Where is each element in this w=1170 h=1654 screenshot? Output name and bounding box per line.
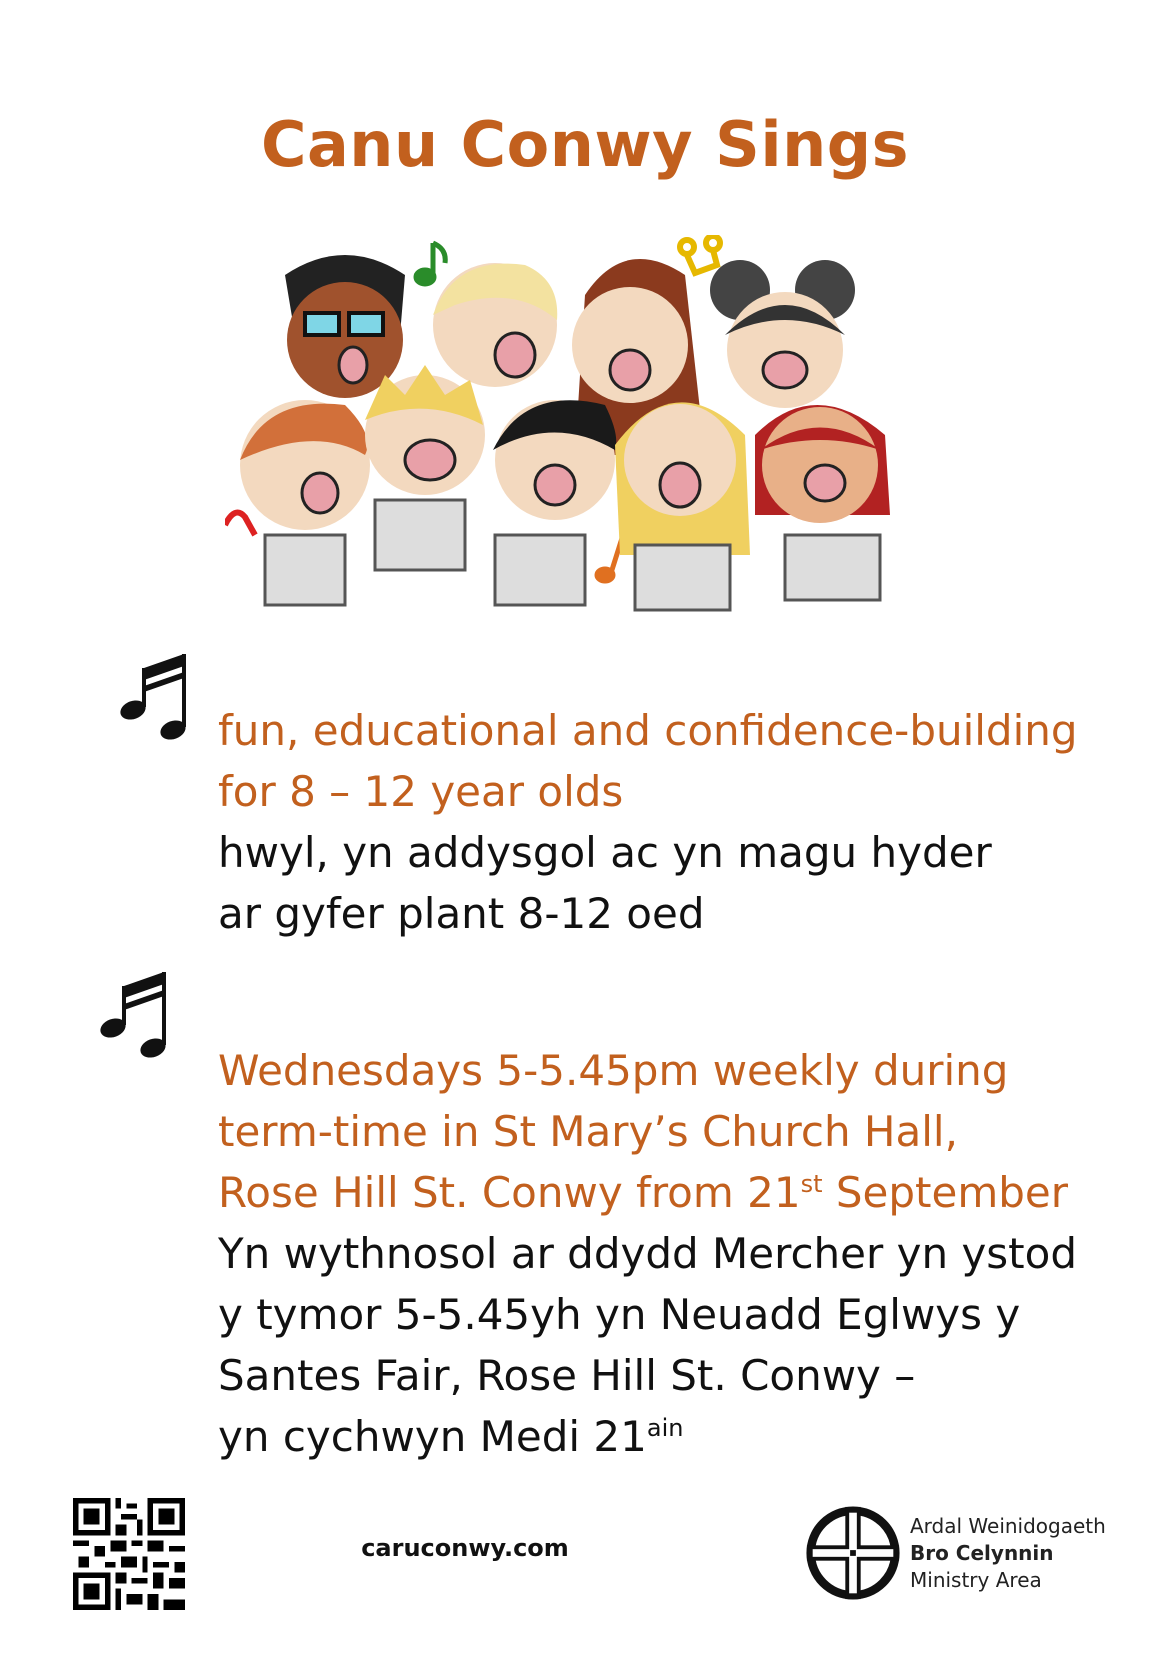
singing-children-choir-illustration	[225, 235, 925, 645]
celtic-cross-logo-icon	[805, 1505, 901, 1601]
section-schedule	[218, 1040, 1077, 1467]
ordinal-suffix-en: st	[800, 1170, 823, 1198]
section2-cy-line-2: y tymor 5-5.45yh yn Neuadd Eglwys y	[218, 1290, 1021, 1339]
section2-en-line-1: Wednesdays 5-5.45pm weekly during	[218, 1046, 1009, 1095]
floating-note-yellow	[680, 236, 720, 273]
start-date-cy: yn cychwyn Medi 21	[218, 1412, 647, 1461]
ministry-area-label	[910, 1513, 1106, 1594]
section2-cy-line-4	[218, 1406, 1077, 1467]
section2-cy-line-1: Yn wythnosol ar ddydd Mercher yn ystod	[218, 1229, 1078, 1278]
start-month-en: September	[822, 1168, 1068, 1217]
child-red-hair	[755, 405, 890, 600]
section1-en-line-2: for 8 – 12 year olds	[218, 767, 624, 816]
floating-note-green	[416, 243, 445, 284]
ministry-line-3: Ministry Area	[910, 1568, 1042, 1592]
section1-cy-line-1: hwyl, yn addysgol ac yn magu hyder	[218, 828, 992, 877]
child-spiky	[365, 365, 485, 570]
section2-cy-line-3: Santes Fair, Rose Hill St. Conwy –	[218, 1351, 916, 1400]
ministry-line-1: Ardal Weinidogaeth	[910, 1514, 1106, 1538]
section-age-group	[218, 700, 1078, 944]
ordinal-suffix-cy: ain	[646, 1414, 684, 1442]
music-notes-icon-2	[95, 968, 175, 1063]
page-title: Canu Conwy Sings	[260, 108, 910, 181]
child-glasses	[285, 255, 405, 398]
section2-en-line-3	[218, 1162, 1077, 1223]
child-buns	[710, 260, 855, 408]
ministry-line-2: Bro Celynnin	[910, 1541, 1054, 1565]
child-blonde-curls	[615, 402, 750, 610]
section2-en-line-2: term-time in St Mary’s Church Hall,	[218, 1107, 958, 1156]
website-link[interactable]: caruconwy.com	[361, 1534, 569, 1562]
child-blond-back	[433, 263, 557, 387]
music-notes-icon	[115, 650, 195, 745]
floating-note-orange	[597, 535, 623, 581]
section1-en-line-1: fun, educational and confidence-building	[218, 706, 1078, 755]
child-ginger	[240, 400, 370, 605]
qr-code-icon[interactable]	[73, 1498, 185, 1610]
start-date-en: Rose Hill St. Conwy from 21	[218, 1168, 801, 1217]
section1-cy-line-2: ar gyfer plant 8-12 oed	[218, 889, 705, 938]
floating-note-red	[225, 513, 255, 536]
